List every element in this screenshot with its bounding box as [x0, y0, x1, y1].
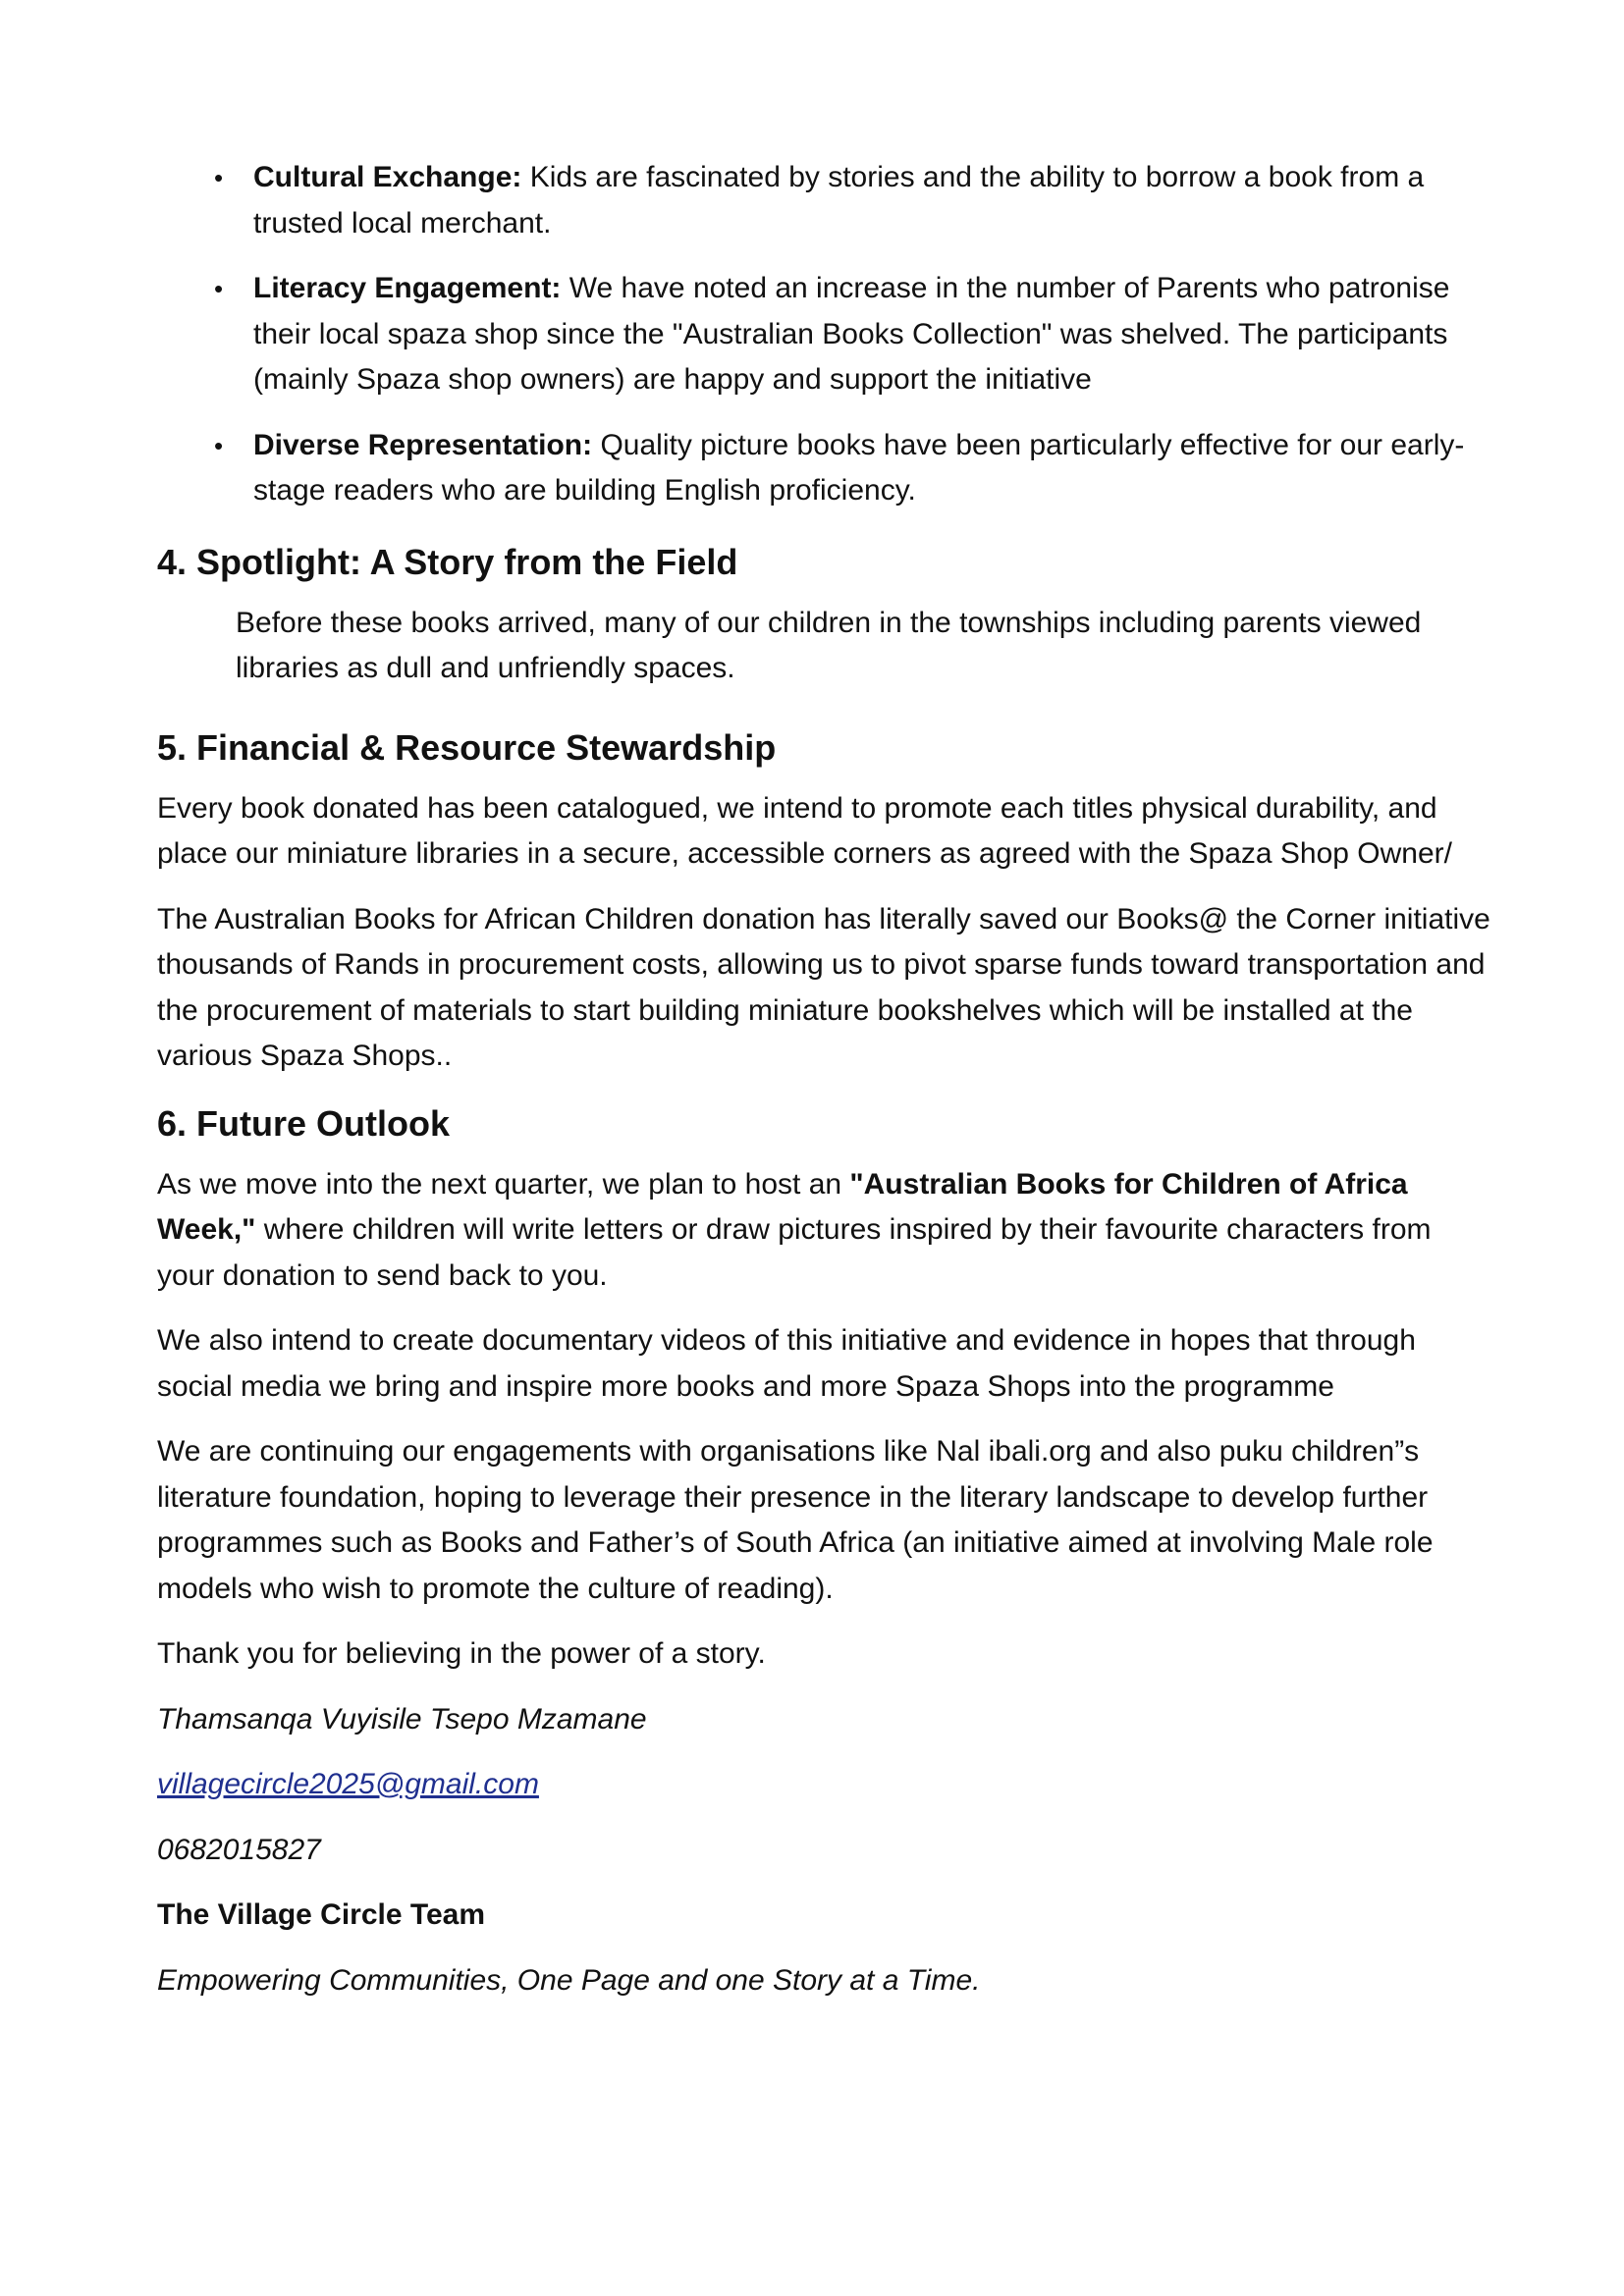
bullet-label: Literacy Engagement:: [253, 272, 562, 304]
future-p1-rest: where children will write letters or draw pictures inspired by their favourite characters from your donation to send back to you.: [157, 1213, 1432, 1292]
bullet-dot-icon: •: [214, 430, 224, 460]
document-page: [157, 155, 1492, 2023]
bullet-dot-icon: •: [214, 274, 224, 303]
event-name: "Australian Books for Children of Africa Week,": [157, 1167, 1408, 1246]
bullet-label: Diverse Representation:: [253, 428, 593, 461]
future-paragraph-2: We also intend to create documentary videos of this initiative and evidence in hopes that through social media we bring and inspire more books and more Spaza Shops into the programme: [157, 1324, 1416, 1403]
list-item: [157, 266, 1492, 403]
bullet-text: We have noted an increase in the number of Parents who patronise their local spaza shop since the "Australian Books Collection" was shelved. The participants (mainly Spaza shop owners) are happy and support the initiative: [253, 272, 1450, 396]
future-paragraph-1: [157, 1162, 1492, 1300]
team-name-text: The Village Circle Team: [157, 1898, 486, 1931]
future-paragraph-3: We are continuing our engagements with organisations like Nal ibali.org and also puku children”s literature foundation, hoping to leverage their presence in the literary landscape to develop further programmes such as Books and Father’s of South Africa (an initiative aimed at involving Male role models who wish to promote the culture of reading).: [157, 1435, 1434, 1605]
highlights-list: [157, 155, 1492, 514]
list-item: [157, 155, 1492, 246]
bullet-label: Cultural Exchange:: [253, 161, 522, 193]
tagline: Empowering Communities, One Page and one Story at a Time.: [157, 1963, 981, 1997]
financial-paragraph-2: The Australian Books for African Children donation has literally saved our Books@ the Corner initiative thousands of Rands in procurement costs, allowing us to pivot sparse funds toward transportation and the procurement of materials to start building miniature bookshelves which will be installed at the various Spaza Shops..: [157, 902, 1490, 1072]
signatory-name: Thamsanqa Vuyisile Tsepo Mzamane: [157, 1702, 647, 1735]
team-name: [157, 1893, 1492, 1939]
email-link[interactable]: villagecircle2025@gmail.com: [157, 1768, 539, 1800]
bullet-text: Quality picture books have been particularly effective for our early-stage readers who are building English proficiency.: [253, 428, 1465, 507]
section-heading-spotlight: 4. Spotlight: A Story from the Field: [157, 541, 738, 582]
bullet-text: Kids are fascinated by stories and the ability to borrow a book from a trusted local merchant.: [253, 161, 1425, 240]
email-line: [157, 1762, 1492, 1808]
section-heading-future: 6. Future Outlook: [157, 1102, 451, 1144]
future-p1-intro: As we move into the next quarter, we plan to host an: [157, 1167, 850, 1201]
financial-paragraph-1: Every book donated has been catalogued, we intend to promote each titles physical durability, and place our miniature libraries in a secure, accessible corners as agreed with the Spaza Shop Owner/: [157, 791, 1453, 870]
bullet-dot-icon: •: [214, 163, 224, 192]
section-heading-financial: 5. Financial & Resource Stewardship: [157, 726, 777, 768]
phone-number: 0682015827: [157, 1833, 321, 1866]
thanks-line: Thank you for believing in the power of a story.: [157, 1637, 766, 1670]
list-item: [157, 423, 1492, 514]
spotlight-quote: Before these books arrived, many of our children in the townships including parents viewed libraries as dull and unfriendly spaces.: [236, 606, 1422, 684]
